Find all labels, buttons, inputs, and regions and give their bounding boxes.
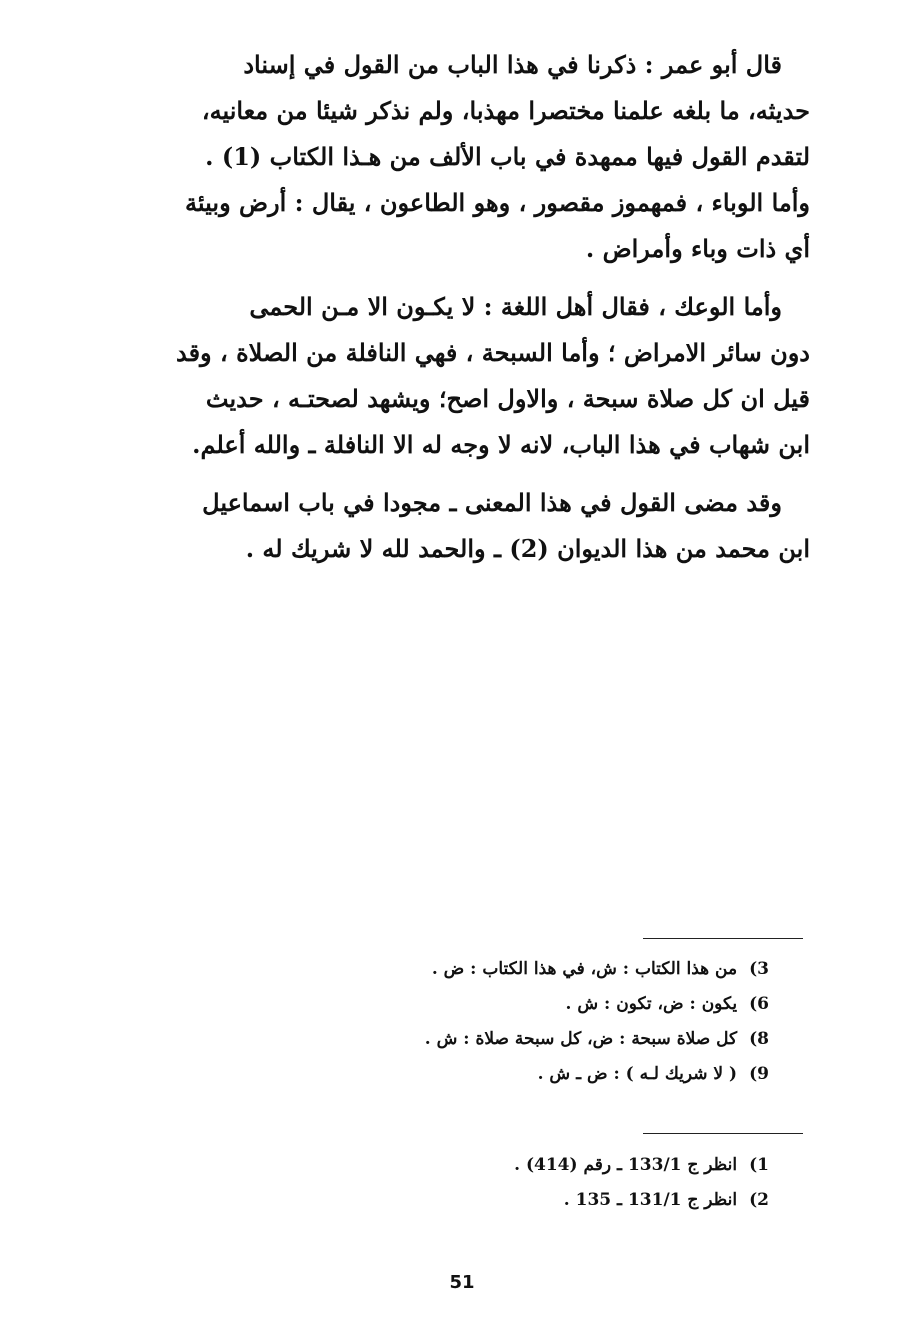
footnote-item <box>169 952 769 987</box>
footnote-number: 6) <box>749 994 769 1014</box>
text-line: وأما الوعك ، فقال أهل اللغة : لا يكـون الا مـن الحمى <box>249 292 782 321</box>
reference-notes <box>169 1148 769 1218</box>
main-text <box>165 42 810 584</box>
reference-item <box>169 1148 769 1183</box>
footnote-number: 3) <box>749 959 769 979</box>
footnote-text: ( لا شريك لـه ) : ض ـ ش . <box>537 1064 738 1084</box>
reference-text: انظر ج 131/1 ـ 135 . <box>563 1190 738 1210</box>
text-line: أي ذات وباء وأمراض . <box>585 234 810 263</box>
text-line: لتقدم القول فيها ممهدة في باب الألف من هـذا الكتاب (1) . <box>205 142 810 171</box>
text-line: دون سائر الامراض ؛ وأما السبحة ، فهي النافلة من الصلاة ، وقد <box>175 338 810 367</box>
text-line: قال أبو عمر : ذكرنا في هذا الباب من القول في إسناد <box>243 50 782 79</box>
reference-number: 1) <box>749 1155 769 1175</box>
text-line: وقد مضى القول في هذا المعنى ـ مجودا في باب اسماعيل <box>202 488 782 517</box>
text-line: حديثه، ما بلغه علمنا مختصرا مهذبا، ولم نذكر شيئا من معانيه، <box>201 96 810 125</box>
reference-number: 2) <box>749 1190 769 1210</box>
footnote-item <box>169 1022 769 1057</box>
footnote-number: 9) <box>749 1064 769 1084</box>
text-line: ابن محمد من هذا الديوان (2) ـ والحمد لله لا شريك له . <box>245 534 810 563</box>
reference-item <box>169 1183 769 1218</box>
footnote-text: كل صلاة سبحة : ض، كل سبحة صلاة : ش . <box>424 1029 738 1049</box>
footnote-divider <box>643 938 803 939</box>
references-divider <box>643 1133 803 1134</box>
paragraph-2 <box>165 284 810 468</box>
reference-text: انظر ج 133/1 ـ رقم (414) . <box>514 1155 738 1175</box>
text-line: وأما الوباء ، فمهموز مقصور ، وهو الطاعون ، يقال : أرض وبيئة <box>185 188 810 217</box>
page-number: 51 <box>449 1272 475 1293</box>
footnote-item <box>169 987 769 1022</box>
paragraph-1 <box>165 42 810 272</box>
footnote-text: من هذا الكتاب : ش، في هذا الكتاب : ض . <box>431 959 738 979</box>
variant-notes <box>169 952 769 1092</box>
footnote-item <box>169 1057 769 1092</box>
paragraph-3 <box>165 480 810 572</box>
text-line: قيل ان كل صلاة سبحة ، والاول اصح؛ ويشهد لصحتـه ، حديث <box>205 384 810 413</box>
text-line: ابن شهاب في هذا الباب، لانه لا وجه له الا النافلة ـ والله أعلم. <box>192 430 810 459</box>
footnote-number: 8) <box>749 1029 769 1049</box>
footnote-text: يكون : ض، تكون : ش . <box>565 994 738 1014</box>
